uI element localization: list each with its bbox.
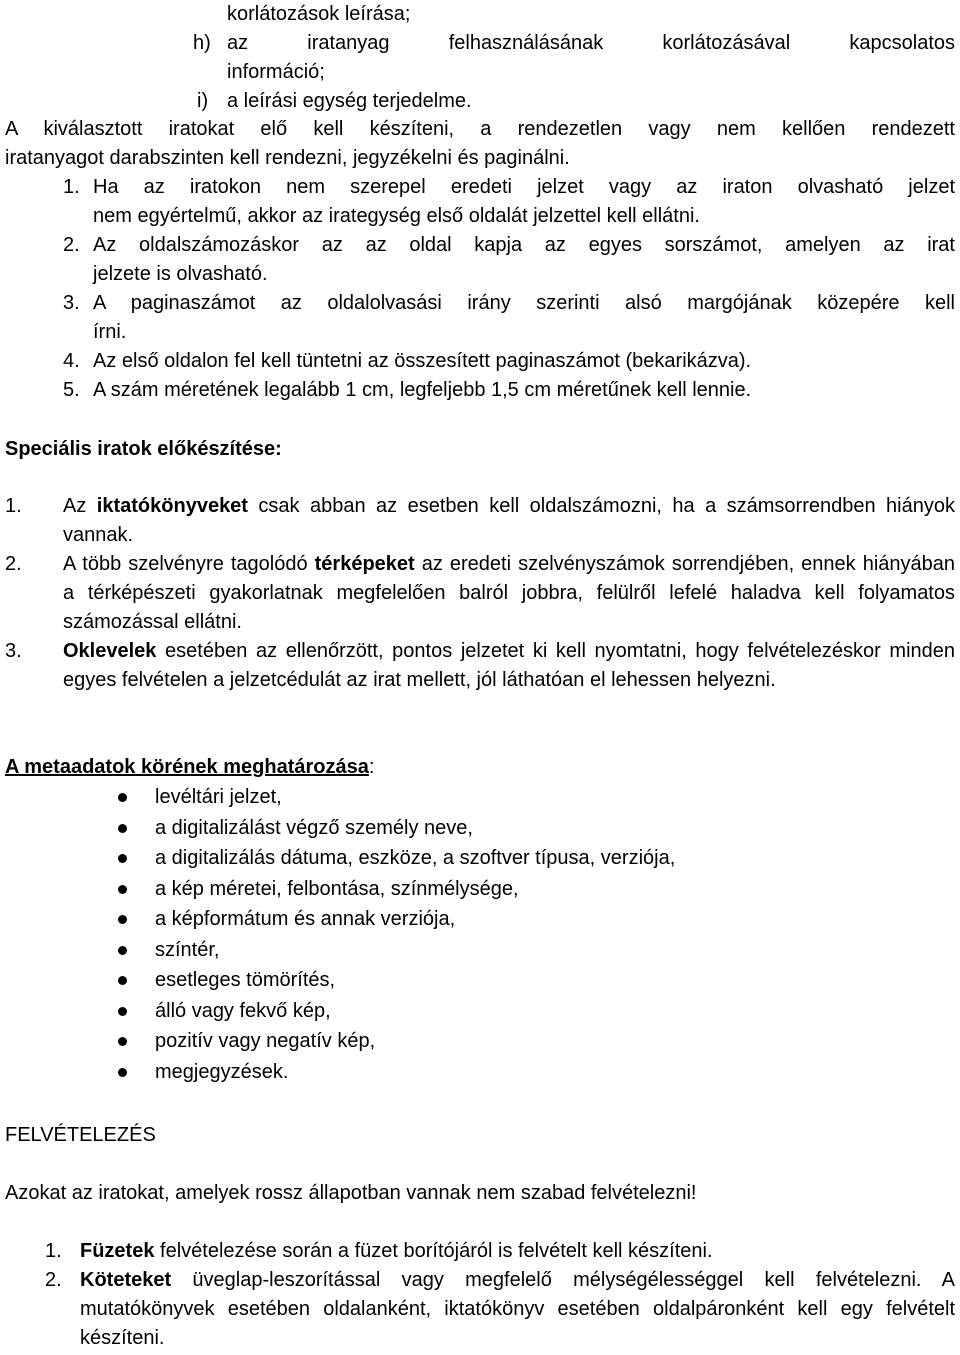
special-item-2-number: 2. <box>5 553 22 575</box>
special-item-3-number: 3. <box>5 640 22 662</box>
special-item-1-number: 1. <box>5 495 22 517</box>
special-item-3: Oklevelek esetében az ellenőrzött, pontos jelzetet ki kell nyomtatni, hogy felvételezéskor minden egyes felvételen a jelzetcédulát az irat mellett, jól láthatóan el lehessen helyezni. <box>63 640 955 691</box>
capture-item-2: Köteteket üveglap-leszorítással vagy megfelelő mélységélességgel kell felvételezni. A mutatókönyvek esetében oldalanként, iktatókönyv esetében oldalpáronként kell egy felvételt készíteni. <box>80 1269 955 1349</box>
metadata-heading: A metaadatok körének meghatározása: <box>5 756 375 778</box>
bullet-icon <box>118 946 127 955</box>
metadata-item-3: a digitalizálás dátuma, eszköze, a szoftver típusa, verziója, <box>155 847 676 869</box>
special-item-2: A több szelvényre tagolódó térképeket az eredeti szelvényszámok sorrendjében, ennek hiányában a térképészeti gyakorlatnak megfelelően balról jobbra, felülről lefelé haladva kell folyamatos számozással ellátni. <box>63 553 955 633</box>
step-2-number: 2. <box>63 234 80 256</box>
metadata-item-2: a digitalizálást végző személy neve, <box>155 817 473 839</box>
step-1-line-2: nem egyértelmű, akkor az irategység első oldalát jelzettel kell ellátni. <box>93 205 700 227</box>
capture-heading: FELVÉTELEZÉS <box>5 1124 156 1146</box>
intro-line-2: iratanyagot darabszinten kell rendezni, jegyzékelni és paginálni. <box>5 147 570 169</box>
bullet-icon <box>118 1037 127 1046</box>
capture-item-2-number: 2. <box>45 1269 62 1291</box>
metadata-item-10: megjegyzések. <box>155 1061 289 1083</box>
list-marker-h: h) <box>193 32 211 54</box>
step-5-line-1: A szám méretének legalább 1 cm, legfeljebb 1,5 cm méretűnek kell lennie. <box>93 379 752 401</box>
list-item-h-line2: információ; <box>227 61 325 83</box>
metadata-item-7: esetleges tömörítés, <box>155 969 336 991</box>
metadata-item-6: színtér, <box>155 939 220 961</box>
capture-warning: Azokat az iratokat, amelyek rossz állapotban vannak nem szabad felvételezni! <box>5 1182 697 1204</box>
bullet-icon <box>118 915 127 924</box>
list-marker-i: i) <box>197 90 209 112</box>
list-item-h-line1: az iratanyag felhasználásának korlátozásával kapcsolatos <box>227 32 955 54</box>
list-item-i: a leírási egység terjedelme. <box>227 90 472 112</box>
metadata-item-1: levéltári jelzet, <box>155 786 282 808</box>
metadata-item-8: álló vagy fekvő kép, <box>155 1000 331 1022</box>
intro-line-1: A kiválasztott iratokat elő kell készíteni, a rendezetlen vagy nem kellően rendezett <box>5 118 955 140</box>
bullet-icon <box>118 1068 127 1077</box>
bullet-icon <box>118 885 127 894</box>
bullet-icon <box>118 976 127 985</box>
step-2-line-2: jelzete is olvasható. <box>93 263 268 285</box>
bullet-icon <box>118 1007 127 1016</box>
capture-item-1-number: 1. <box>45 1240 62 1262</box>
step-3-number: 3. <box>63 292 80 314</box>
list-item-g-continuation: korlátozások leírása; <box>227 3 411 25</box>
special-heading: Speciális iratok előkészítése: <box>5 438 282 460</box>
special-item-1: Az iktatókönyveket csak abban az esetben kell oldalszámozni, ha a számsorrendben hiányok vannak. <box>63 495 955 546</box>
step-5-number: 5. <box>63 379 80 401</box>
step-2-line-1: Az oldalszámozáskor az az oldal kapja az egyes sorszámot, amelyen az irat <box>93 234 955 256</box>
step-3-line-2: írni. <box>93 321 127 343</box>
bullet-icon <box>118 824 127 833</box>
metadata-item-4: a kép méretei, felbontása, színmélysége, <box>155 878 519 900</box>
capture-item-1: Füzetek felvételezése során a füzet borítójáról is felvételt kell készíteni. <box>80 1240 713 1262</box>
step-1-number: 1. <box>63 176 80 198</box>
step-4-line-1: Az első oldalon fel kell tüntetni az összesített paginaszámot (bekarikázva). <box>93 350 752 372</box>
metadata-item-9: pozitív vagy negatív kép, <box>155 1030 376 1052</box>
metadata-item-5: a képformátum és annak verziója, <box>155 908 456 930</box>
step-3-line-1: A paginaszámot az oldalolvasási irány szerinti alsó margójának közepére kell <box>93 292 955 314</box>
bullet-icon <box>118 793 127 802</box>
bullet-icon <box>118 854 127 863</box>
step-4-number: 4. <box>63 350 80 372</box>
step-1-line-1: Ha az iratokon nem szerepel eredeti jelzet vagy az iraton olvasható jelzet <box>93 176 955 198</box>
